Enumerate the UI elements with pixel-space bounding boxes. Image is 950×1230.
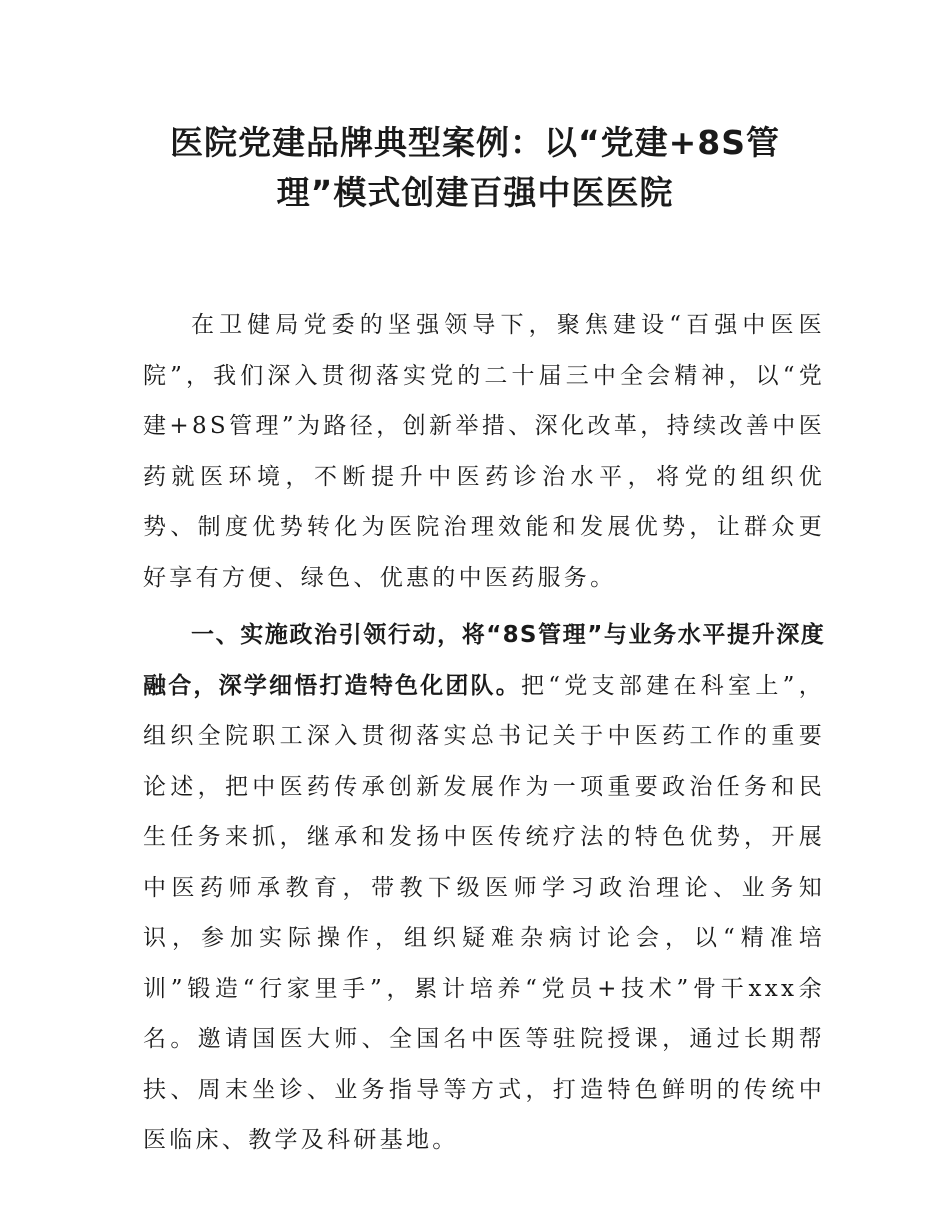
section-1-heading: 一、实施政治引领行动，将“8S管理”与业务水平提升深度融合，深学细悟打造特色化团队。 bbox=[143, 622, 825, 699]
section-1-body: 把“党支部建在科室上”，组织全院职工深入贯彻落实总书记关于中医药工作的重要论述，把中医药传承创新发展作为一项重要政治任务和民生任务来抓，继承和发扬中医传统疗法的特色优势，开展中医药师承教育，带教下级医师学习政治理论、业务知识，参加实际操作，组织疑难杂病讨论会，以“精准培训”锻造“行家里手”，累计培养“党员+技术”骨干xxx余名。邀请国医大师、全国名中医等驻院授课，通过长期帮扶、周末坐诊、业务指导等方式，打造特色鲜明的传统中医临床、教学及科研基地。 bbox=[143, 672, 826, 1153]
paragraph-section-1 bbox=[143, 610, 825, 1166]
document-title: 医院党建品牌典型案例：以“党建+8S管理”模式创建百强中医医院 bbox=[169, 123, 781, 212]
paragraph-intro: 在卫健局党委的坚强领导下，聚焦建设“百强中医医院”，我们深入贯彻落实党的二十届三中全会精神，以“党建+8S管理”为路径，创新举措、深化改革，持续改善中医药就医环境，不断提升中医药诊治水平，将党的组织优势、制度优势转化为医院治理效能和发展优势，让群众更好享有方便、绿色、优惠的中医药服务。 bbox=[143, 312, 825, 591]
